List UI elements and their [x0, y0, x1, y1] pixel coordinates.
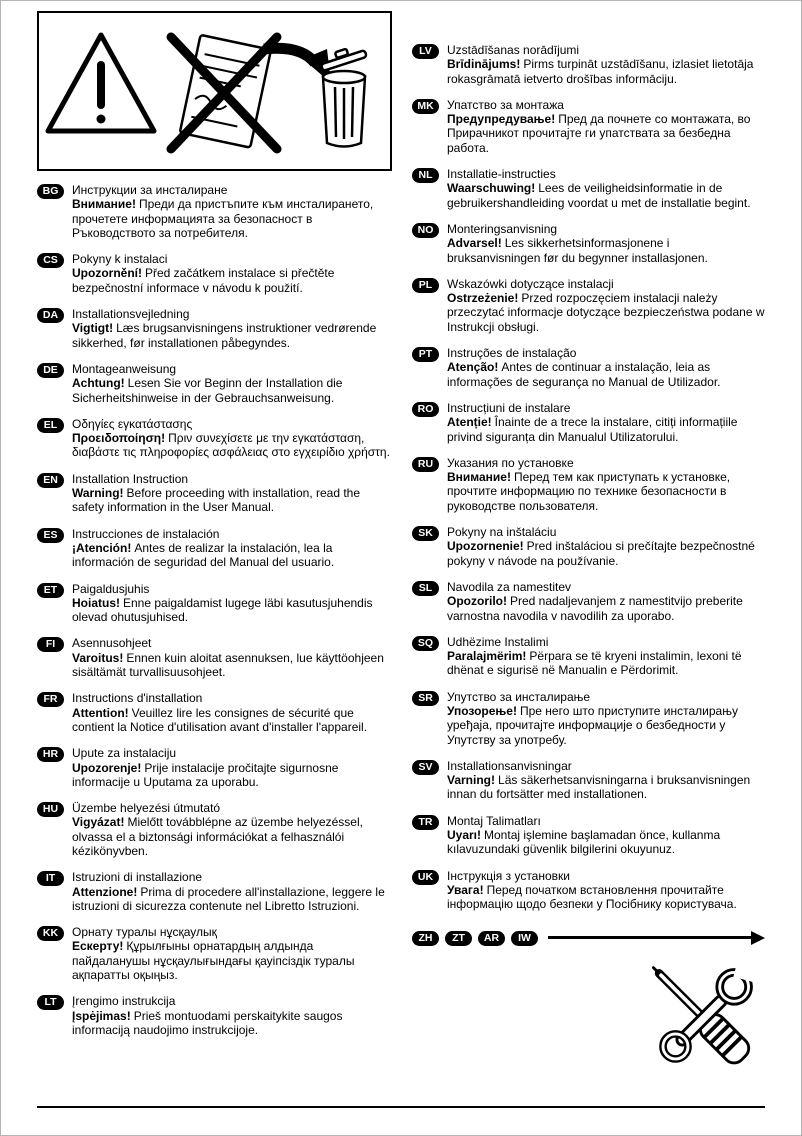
language-title: Указания по установке	[447, 455, 574, 470]
language-section	[37, 417, 392, 460]
language-body	[447, 57, 765, 86]
language-section	[412, 525, 765, 568]
language-title: Instrucțiuni de instalare	[447, 400, 571, 415]
warning-body: Před začátkem instalace si přečtěte bezpečnostní informace v návodu k použití.	[72, 266, 335, 295]
language-title: Instrucciones de instalación	[72, 526, 220, 541]
warning-word: Achtung!	[72, 376, 125, 391]
language-body	[447, 828, 765, 857]
language-body	[72, 486, 392, 515]
language-text	[72, 636, 392, 679]
language-text	[72, 746, 392, 789]
language-text	[72, 870, 392, 913]
language-code-badge: RU	[412, 457, 439, 472]
language-text	[72, 417, 392, 460]
right-language-list	[412, 43, 765, 912]
language-body	[72, 1009, 392, 1038]
warning-body: Läs säkerhetsanvisningarna i bruksanvisningen innan du fortsätter med installationen.	[447, 773, 751, 802]
warning-word: Warning!	[72, 486, 124, 501]
language-section	[37, 746, 392, 789]
language-body	[72, 885, 392, 914]
language-code-badge: NL	[412, 168, 439, 183]
language-section	[37, 252, 392, 295]
language-text	[72, 183, 392, 240]
language-text	[72, 362, 392, 405]
language-body	[72, 431, 392, 460]
language-text	[447, 525, 765, 568]
language-section	[37, 925, 392, 982]
language-body	[72, 197, 392, 240]
warning-body: Veuillez lire les consignes de sécurité que contient la Notice d'utilisation avant d'installer l'appareil.	[72, 705, 368, 734]
language-body	[447, 539, 765, 568]
language-text	[72, 472, 392, 515]
language-code-badge: EN	[37, 473, 64, 488]
language-text	[72, 252, 392, 295]
language-code-badge: ET	[37, 583, 64, 598]
language-title: Installatie-instructies	[447, 167, 556, 182]
language-code-badge: UK	[412, 870, 439, 885]
language-title: Pokyny k instalaci	[72, 252, 168, 267]
warning-word: Προειδοποίηση!	[72, 431, 166, 446]
language-section	[412, 580, 765, 623]
warning-word: Uyarı!	[447, 828, 482, 843]
warning-word: Varning!	[447, 773, 496, 788]
language-section	[412, 98, 765, 155]
language-section	[412, 814, 765, 857]
warning-word: Vigyázat!	[72, 815, 125, 830]
warning-word: Varoitus!	[72, 650, 124, 665]
language-title: Upute za instalaciju	[72, 746, 177, 761]
language-title: Asennusohjeet	[72, 636, 152, 651]
warning-body: Læs brugsanvisningens instruktioner vedrørende sikkerhed, før installationen påbegyndes.	[72, 321, 377, 350]
right-column	[412, 11, 765, 1083]
warning-body: Преди да пристъпите към инсталирането, прочетете информацията за безопасност в Ръководството за потребителя.	[72, 197, 374, 240]
language-section	[412, 759, 765, 802]
warning-word: Внимание!	[72, 197, 136, 212]
language-title: Wskazówki dotyczące instalacji	[447, 276, 614, 291]
language-body	[447, 773, 765, 802]
language-body	[72, 321, 392, 350]
warning-triangle-icon	[48, 35, 154, 131]
warning-body: Prieš montuodami perskaitykite saugos informaciją naudojimo instrukcijoje.	[72, 1008, 343, 1037]
warning-word: Atenție!	[447, 415, 492, 430]
warning-body: Montaj işlemine başlamadan önce, kullanma kılavuzundaki güvenlik bilgilerini okuyunuz.	[447, 828, 721, 857]
language-title: Installation Instruction	[72, 471, 189, 486]
language-code-badge: MK	[412, 99, 439, 114]
language-section	[37, 527, 392, 570]
footer-codes-row	[412, 930, 765, 946]
language-body	[447, 649, 765, 678]
language-code-badge: ZH	[412, 931, 439, 946]
language-title: Udhëzime Instalimi	[447, 634, 549, 649]
language-code-badge: TR	[412, 815, 439, 830]
language-section	[37, 307, 392, 350]
language-code-badge: ES	[37, 528, 64, 543]
language-section	[37, 362, 392, 405]
tools-figure	[638, 958, 763, 1083]
language-code-badge: FR	[37, 692, 64, 707]
language-text	[72, 582, 392, 625]
warning-word: Vigtigt!	[72, 321, 114, 336]
language-body	[447, 415, 765, 444]
language-body	[447, 470, 765, 513]
warning-body: Înainte de a trece la instalare, citiți informațiile privind siguranța din Manualul Utilizatorului.	[447, 415, 738, 444]
language-code-badge: KK	[37, 926, 64, 941]
language-title: Monteringsanvisning	[447, 221, 558, 236]
language-code-badge: IT	[37, 871, 64, 886]
language-text	[447, 98, 765, 155]
bottom-rule	[37, 1106, 765, 1108]
language-body	[72, 939, 392, 982]
language-text	[447, 759, 765, 802]
language-title: Instructions d'installation	[72, 691, 203, 706]
language-code-badge: LV	[412, 44, 439, 59]
language-title: Navodila za namestitev	[447, 579, 572, 594]
warning-body: Pred inštaláciou si prečítajte bezpečnostné pokyny v návode na používanie.	[447, 539, 755, 568]
language-text	[447, 222, 765, 265]
language-section	[37, 472, 392, 515]
language-text	[447, 346, 765, 389]
language-body	[72, 706, 392, 735]
left-language-list	[37, 183, 392, 1037]
language-body	[447, 181, 765, 210]
language-title: Інструкція з установки	[447, 868, 570, 883]
language-code-badge: CS	[37, 253, 64, 268]
language-body	[72, 761, 392, 790]
language-section	[37, 183, 392, 240]
language-code-badge: SK	[412, 526, 439, 541]
language-text	[72, 527, 392, 570]
warning-word: Ескерту!	[72, 939, 124, 954]
warning-body: Przed rozpoczęciem instalacji należy przeczytać informacje dotyczące bezpieczeństwa podane w Instrukcji obsługi.	[447, 291, 765, 334]
language-code-badge: SQ	[412, 636, 439, 651]
language-section	[412, 690, 765, 747]
language-section	[37, 636, 392, 679]
warning-body: Пре него што приступите инсталирању уређаја, прочитајте информације о безбедности у Упутству за употребу.	[447, 703, 738, 747]
language-section	[412, 277, 765, 334]
language-code-badge: ZT	[445, 931, 472, 946]
warning-word: Opozorilo!	[447, 594, 507, 609]
language-body	[72, 541, 392, 570]
language-section	[412, 869, 765, 912]
language-title: Упутство за инсталирање	[447, 689, 591, 704]
language-text	[447, 869, 765, 912]
warning-body: Mielőtt továbblépne az üzembe helyezéssel, olvassa el a biztonsági információkat a felhasználói kézikönyvben.	[72, 815, 363, 858]
language-code-badge: SL	[412, 581, 439, 596]
warning-word: Upozorenje!	[72, 760, 142, 775]
language-body	[72, 596, 392, 625]
language-code-badge: SV	[412, 760, 439, 775]
language-code-badge: HU	[37, 802, 64, 817]
language-code-badge: DA	[37, 308, 64, 323]
warning-word: Внимание!	[447, 470, 511, 485]
language-body	[447, 360, 765, 389]
language-text	[72, 994, 392, 1037]
language-title: Montaj Talimatları	[447, 813, 541, 828]
warning-word: Ostrzeżenie!	[447, 291, 519, 306]
warning-body: Перед тем как приступать к установке, прочтите информацию по технике безопасности в руководстве пользователя.	[447, 470, 731, 513]
language-code-badge: DE	[37, 363, 64, 378]
warning-body: Antes de realizar la instalación, lea la información de seguridad del Manual del usuario.	[72, 540, 335, 570]
language-title: Pokyny na inštaláciu	[447, 525, 557, 540]
language-text	[72, 691, 392, 734]
language-text	[447, 580, 765, 623]
warning-word: Paralajmërim!	[447, 649, 527, 664]
warning-word: Upozornění!	[72, 266, 142, 281]
warning-word: Waarschuwing!	[447, 181, 536, 196]
warning-word: Brīdinājums!	[447, 57, 521, 72]
arrow-line	[548, 936, 751, 939]
language-title: Įrengimo instrukcija	[72, 994, 176, 1009]
language-code-badge: BG	[37, 184, 64, 199]
warning-body: Antes de continuar a instalação, leia as informações de segurança no Manual de Utilizador.	[447, 360, 721, 389]
warning-word: Atenção!	[447, 360, 499, 375]
language-body	[447, 291, 765, 334]
warning-word: Įspėjimas!	[72, 1008, 131, 1023]
language-body	[447, 236, 765, 265]
language-title: Орнату туралы нұсқаулық	[72, 925, 217, 940]
language-body	[72, 266, 392, 295]
warning-word: Упозорење!	[447, 703, 517, 718]
warning-body: Перед початком встановлення прочитайте інформацію щодо безпеки у Посібнику користувача.	[447, 882, 737, 912]
language-title: Istruzioni di installazione	[72, 870, 203, 885]
warning-body: Ennen kuin aloitat asennuksen, lue käyttöohjeen sisältämät turvallisuusohjeet.	[72, 650, 384, 680]
language-title: Installationsanvisningar	[447, 758, 572, 773]
warning-body: Prima di procedere all'installazione, leggere le istruzioni di sicurezza contenute nel Libretto Istruzioni.	[72, 884, 385, 913]
language-title: Üzembe helyezési útmutató	[72, 801, 221, 816]
language-section	[37, 582, 392, 625]
language-section	[412, 167, 765, 210]
language-text	[447, 277, 765, 334]
language-section	[37, 691, 392, 734]
language-title: Uzstādīšanas norādījumi	[447, 43, 580, 57]
language-text	[72, 307, 392, 350]
warning-body: Les sikkerhetsinformasjonene i bruksanvisningen før du begynner installasjonen.	[447, 236, 708, 265]
language-section	[412, 346, 765, 389]
warning-word: ¡Atención!	[72, 540, 132, 555]
arrow-head	[751, 931, 765, 945]
language-text	[447, 401, 765, 444]
language-body	[72, 651, 392, 680]
language-title: Montageanweisung	[72, 361, 177, 376]
language-title: Οδηγίες εγκατάστασης	[72, 416, 193, 431]
language-body	[447, 704, 765, 747]
warning-word: Advarsel!	[447, 236, 502, 251]
language-code-badge: EL	[37, 418, 64, 433]
language-code-badge: PL	[412, 278, 439, 293]
language-text	[447, 814, 765, 857]
warning-word: Предупредување!	[447, 112, 556, 127]
warning-body: Before proceeding with installation, read the safety information in the User Manual.	[72, 486, 361, 515]
language-body	[72, 815, 392, 858]
warning-figure	[37, 11, 392, 171]
language-title: Инструкции за инсталиране	[72, 183, 228, 197]
warning-body: Πριν συνεχίσετε με την εγκατάσταση, διαβάστε τις πληροφορίες ασφάλειας στο εγχειρίδιο χρήστη.	[72, 431, 390, 460]
language-code-badge: FI	[37, 637, 64, 652]
language-title: Упатство за монтажа	[447, 97, 564, 112]
warning-word: Attenzione!	[72, 884, 138, 899]
columns	[37, 11, 765, 1083]
language-section	[412, 43, 765, 86]
language-section	[412, 401, 765, 444]
warning-body: Құрылғыны орнатардың алдында пайдаланушы нұсқаулығындағы қауіпсіздік туралы ақпаратты оқыңыз.	[72, 939, 355, 983]
language-text	[72, 925, 392, 982]
language-body	[72, 376, 392, 405]
warning-body: Pirms turpināt uzstādīšanu, izlasiet lietotāja rokasgrāmatā ietverto drošības informāciju.	[447, 57, 754, 86]
language-title: Instruções de instalação	[447, 346, 577, 361]
language-section	[37, 994, 392, 1037]
language-title: Installationsvejledning	[72, 307, 190, 322]
language-section	[412, 456, 765, 513]
language-body	[447, 594, 765, 623]
language-body	[447, 883, 765, 912]
language-text	[447, 43, 765, 86]
warning-body: Përpara se të kryeni instalimin, lexoni të dhënat e sigurisë në Manualin e Përdorimit.	[447, 649, 742, 678]
language-text	[447, 167, 765, 210]
language-section	[412, 222, 765, 265]
language-code-badge: SR	[412, 691, 439, 706]
language-text	[72, 801, 392, 858]
language-body	[447, 112, 765, 155]
language-code-badge: IW	[511, 931, 538, 946]
warning-body: Lees de veiligheidsinformatie in de gebruikershandleiding voordat u met de installatie begint.	[447, 181, 751, 210]
language-text	[447, 456, 765, 513]
warning-word: Увага!	[447, 882, 484, 897]
left-column	[37, 11, 392, 1083]
right-arrow-icon	[548, 931, 765, 945]
language-code-badge: LT	[37, 995, 64, 1010]
language-section	[412, 635, 765, 678]
language-title: Paigaldusjuhis	[72, 581, 150, 596]
language-code-badge: NO	[412, 223, 439, 238]
warning-body: Pred nadaljevanjem z namestitvijo preberite varnostna navodila v navodilih za uporabo.	[447, 594, 743, 623]
warning-body: Enne paigaldamist lugege läbi kasutusjuhendis olevad ohutusjuhised.	[72, 595, 373, 625]
language-text	[447, 690, 765, 747]
warning-body: Prije instalacije pročitajte sigurnosne informacije u Uputama za uporabu.	[72, 760, 339, 789]
language-text	[447, 635, 765, 678]
language-section	[37, 870, 392, 913]
language-section	[37, 801, 392, 858]
warning-body: Пред да почнете со монтажата, во Прирачникот прочитајте ги упатствата за безбедна работа.	[447, 112, 751, 155]
warning-word: Hoiatus!	[72, 595, 120, 610]
warning-word: Attention!	[72, 705, 129, 720]
language-code-badge: RO	[412, 402, 439, 417]
language-code-badge: PT	[412, 347, 439, 362]
language-code-badge: HR	[37, 747, 64, 762]
warning-body: Lesen Sie vor Beginn der Installation die Sicherheitshinweise in der Gebrauchsanweisung.	[72, 376, 343, 405]
warning-word: Upozornenie!	[447, 539, 524, 554]
language-code-badge: AR	[478, 931, 505, 946]
